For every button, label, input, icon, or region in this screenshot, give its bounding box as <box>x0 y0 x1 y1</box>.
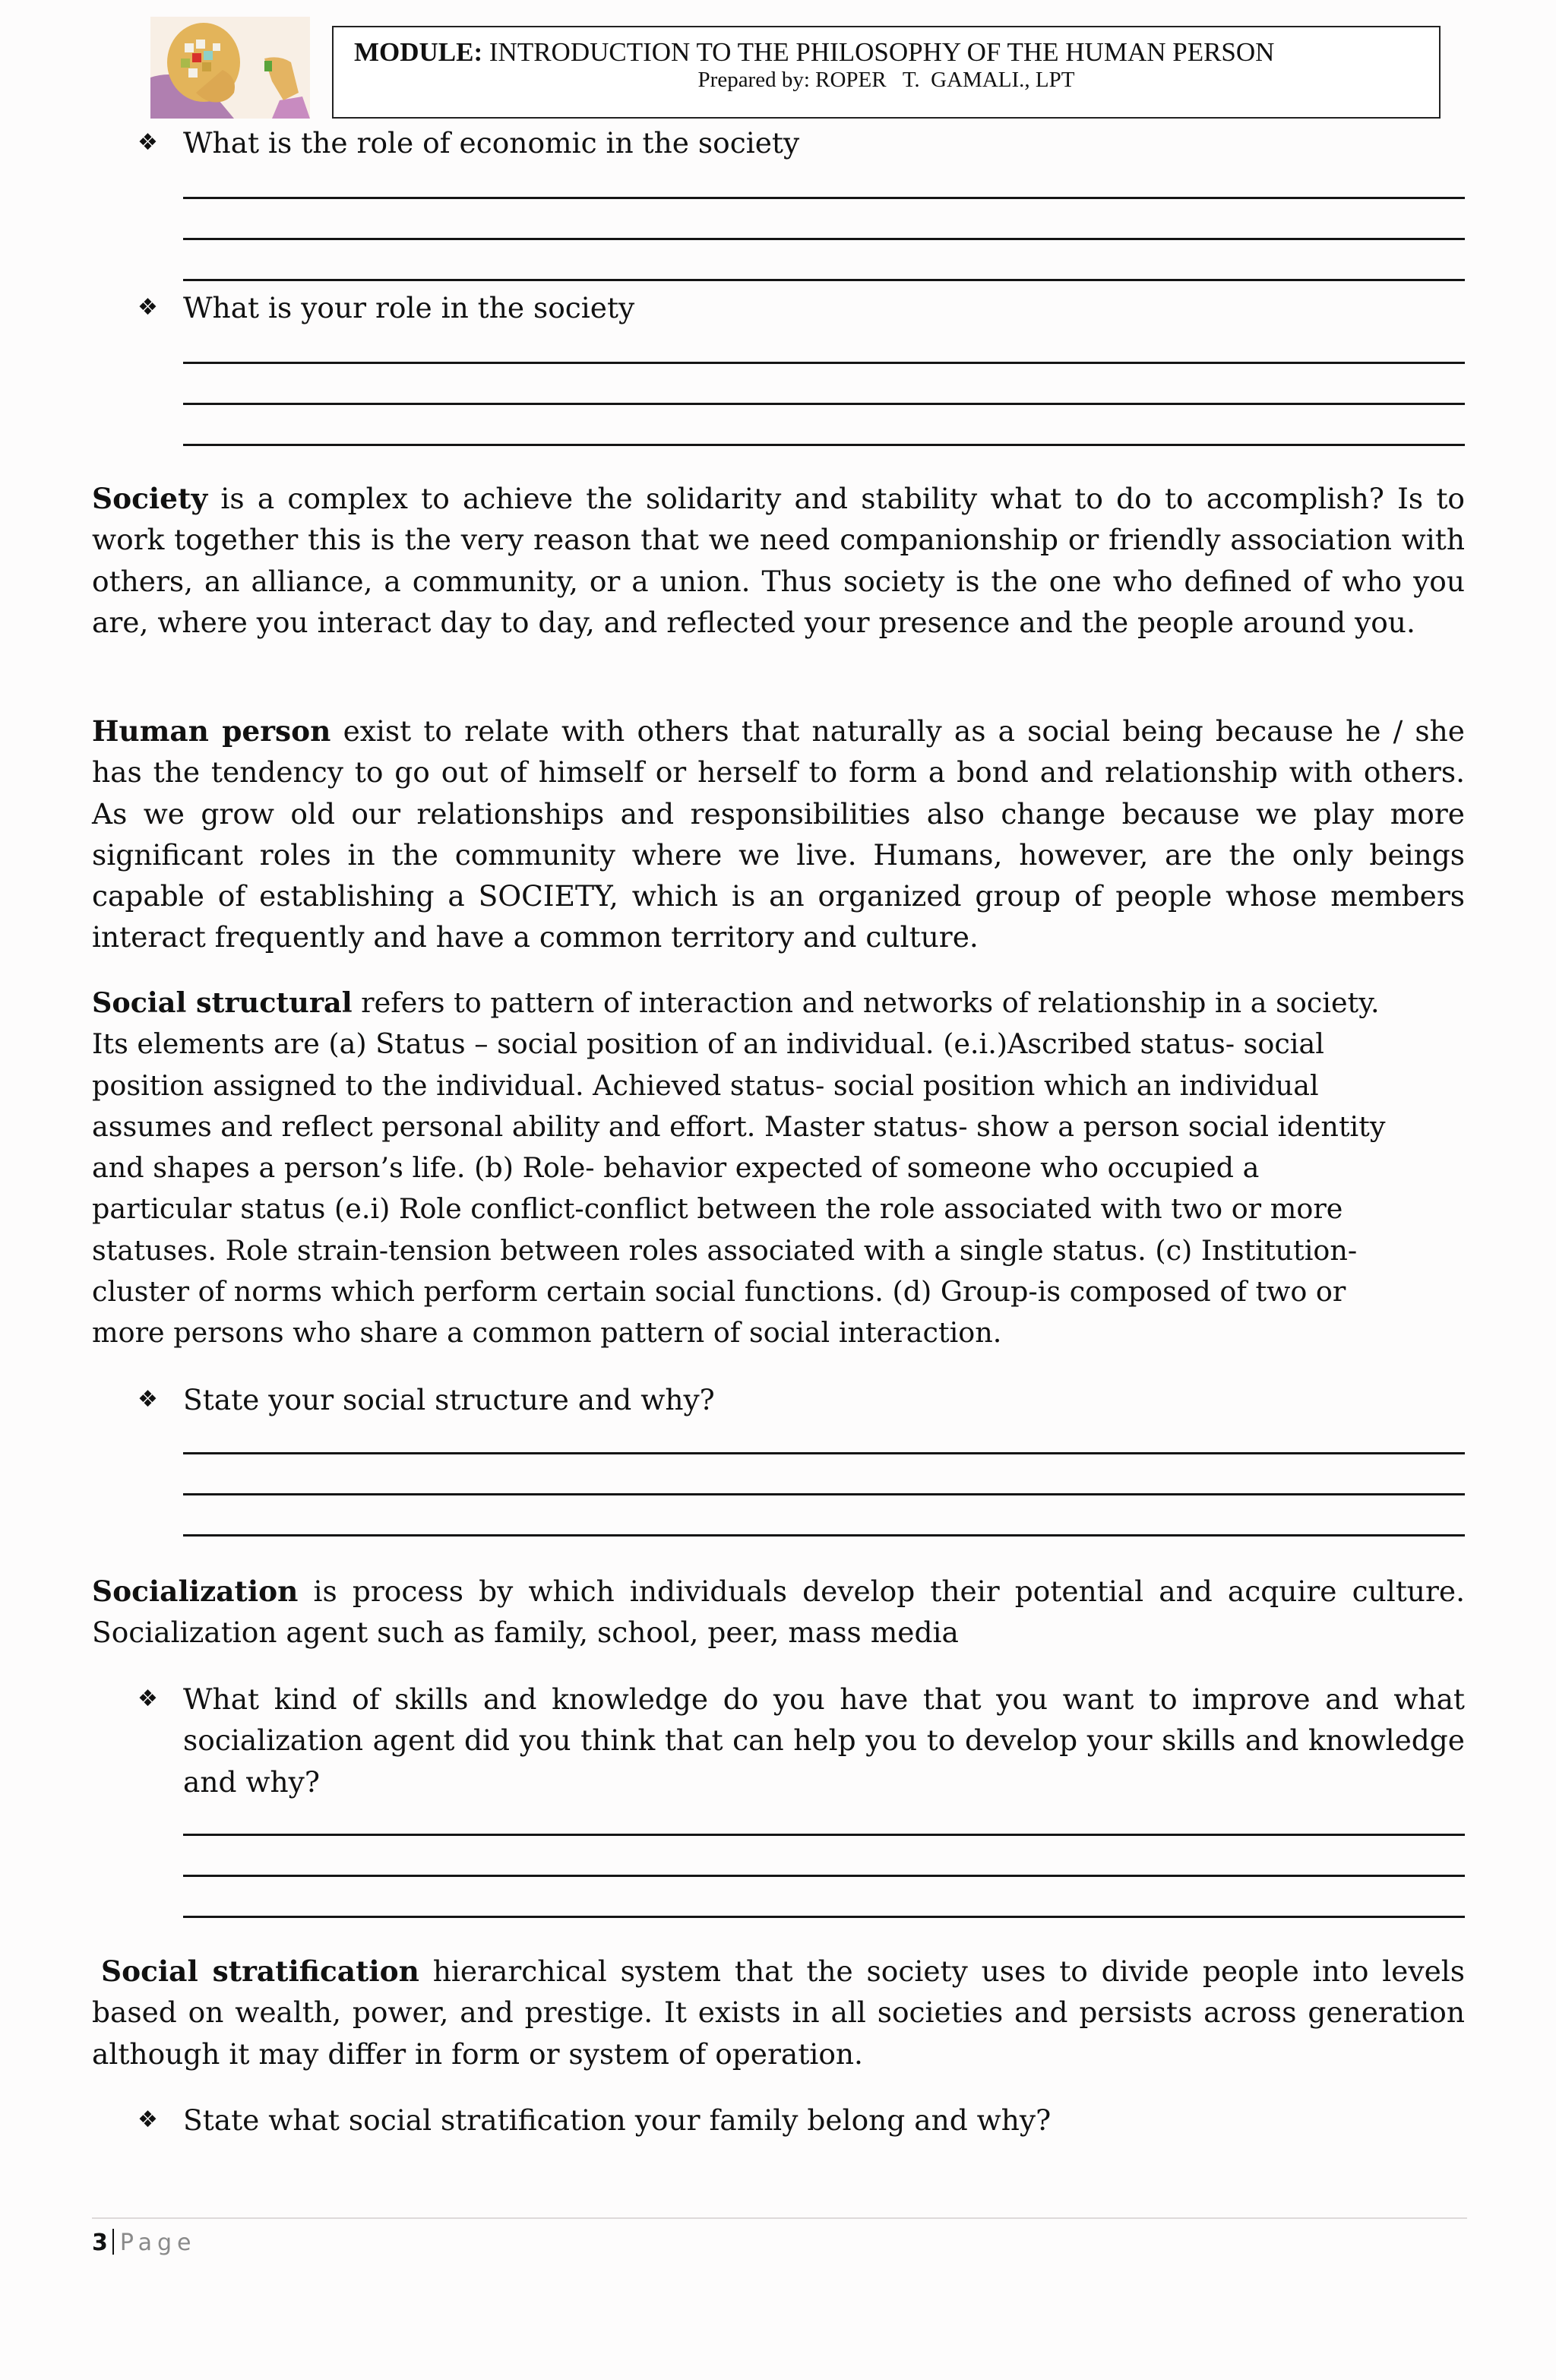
page-number: 3 <box>92 2230 108 2256</box>
term-society: Society <box>92 482 208 515</box>
answer-line[interactable] <box>183 362 1465 364</box>
footer-separator <box>112 2229 114 2255</box>
answer-line[interactable] <box>183 1834 1465 1836</box>
diamond-bullet-icon: ❖ <box>138 1685 158 1712</box>
paragraph-line: assumes and reflect personal ability and effort. Master status- show a person social identity <box>92 1109 1386 1143</box>
paragraph-line: statuses. Role strain-tension between roles associated with a single status. (c) Institution- <box>92 1233 1358 1267</box>
module-label: MODULE: <box>354 37 483 67</box>
diamond-bullet-icon: ❖ <box>138 129 158 156</box>
answer-line[interactable] <box>183 1452 1465 1454</box>
paragraph-line: more persons who share a common pattern of social interaction. <box>92 1316 1002 1350</box>
thinking-head-puzzle-icon <box>150 17 310 119</box>
question-4 <box>138 1679 1465 1802</box>
paragraph-body: hierarchical system that the society uses to divide people into levels based on wealth, power, and prestige. It exists in all societies and persists across generation although it may differ in form or system of operation. <box>92 1954 1465 2071</box>
answer-line[interactable] <box>183 403 1465 405</box>
term-social-stratification: Social stratification <box>101 1954 419 1988</box>
paragraph-line: cluster of norms which perform certain social functions. (d) Group-is composed of two or <box>92 1275 1346 1309</box>
question-text: What is the role of economic in the society <box>183 126 800 160</box>
footer-divider <box>92 2217 1467 2219</box>
module-title <box>354 37 1274 68</box>
header-illustration <box>150 17 310 119</box>
paragraph-socialization <box>92 1571 1465 1654</box>
term-socialization: Socialization <box>92 1575 299 1608</box>
paragraph-society <box>92 478 1465 643</box>
question-1 <box>138 122 1465 163</box>
question-5 <box>138 2100 1465 2141</box>
answer-line[interactable] <box>183 1916 1465 1918</box>
paragraph-social-structural <box>92 983 1465 1354</box>
module-header-box <box>332 26 1441 119</box>
prepared-by: Prepared by: ROPER T. GAMALI., LPT <box>697 68 1075 92</box>
question-2 <box>138 287 1465 328</box>
answer-line[interactable] <box>183 1875 1465 1877</box>
paragraph-line: and shapes a person’s life. (b) Role- behavior expected of someone who occupied a <box>92 1151 1260 1185</box>
term-social-structural: Social structural <box>92 986 353 1019</box>
answer-line[interactable] <box>183 1534 1465 1537</box>
diamond-bullet-icon: ❖ <box>138 1386 158 1413</box>
paragraph-body: exist to relate with others that naturally as a social being because he / she has the tendency to go out of himself or herself to form a bond and relationship with others. As we grow old our relationships and responsibilities also change because we play more significant roles in the community where we live. Humans, however, are the only beings capable of establishing a SOCIETY, which is an organized group of people whose members interact frequently and have a common territory and culture. <box>92 714 1465 954</box>
paragraph-line: particular status (e.i) Role conflict-conflict between the role associated with two or more <box>92 1192 1343 1226</box>
answer-line[interactable] <box>183 1493 1465 1495</box>
question-text: What kind of skills and knowledge do you have that you want to improve and what socialization agent did you think that can help you to develop your skills and knowledge and why? <box>183 1682 1465 1799</box>
diamond-bullet-icon: ❖ <box>138 2106 158 2133</box>
module-title-text: INTRODUCTION TO THE PHILOSOPHY OF THE HUMAN PERSON <box>482 37 1275 67</box>
paragraph-line: Its elements are (a) Status – social position of an individual. (e.i.)Ascribed status- social <box>92 1027 1324 1061</box>
question-text: State what social stratification your family belong and why? <box>183 2103 1052 2137</box>
answer-line[interactable] <box>183 238 1465 240</box>
paragraph-human-person <box>92 711 1465 958</box>
answer-line[interactable] <box>183 444 1465 446</box>
answer-line[interactable] <box>183 197 1465 199</box>
paragraph-social-stratification <box>92 1951 1465 2075</box>
term-human-person: Human person <box>92 714 331 748</box>
paragraph-line: position assigned to the individual. Achieved status- social position which an individual <box>92 1068 1319 1102</box>
paragraph-line: refers to pattern of interaction and networks of relationship in a society. <box>352 986 1380 1019</box>
question-text: What is your role in the society <box>183 291 635 324</box>
question-3 <box>138 1379 1465 1420</box>
paragraph-line: Socialization agent such as family, school, peer, mass media <box>92 1616 959 1650</box>
diamond-bullet-icon: ❖ <box>138 294 158 321</box>
question-text: State your social structure and why? <box>183 1383 715 1416</box>
answer-line[interactable] <box>183 279 1465 281</box>
paragraph-body: is a complex to achieve the solidarity and stability what to do to accomplish? Is to work together this is the very reason that we need companionship or friendly association with others, an alliance, a community, or a union. Thus society is the one who defined of who you are, where you interact day to day, and reflected your presence and the people around you. <box>92 482 1465 639</box>
paragraph-body: is process by which individuals develop their potential and acquire culture. <box>298 1575 1465 1608</box>
page-footer <box>92 2227 197 2260</box>
page-label: Page <box>119 2230 197 2256</box>
